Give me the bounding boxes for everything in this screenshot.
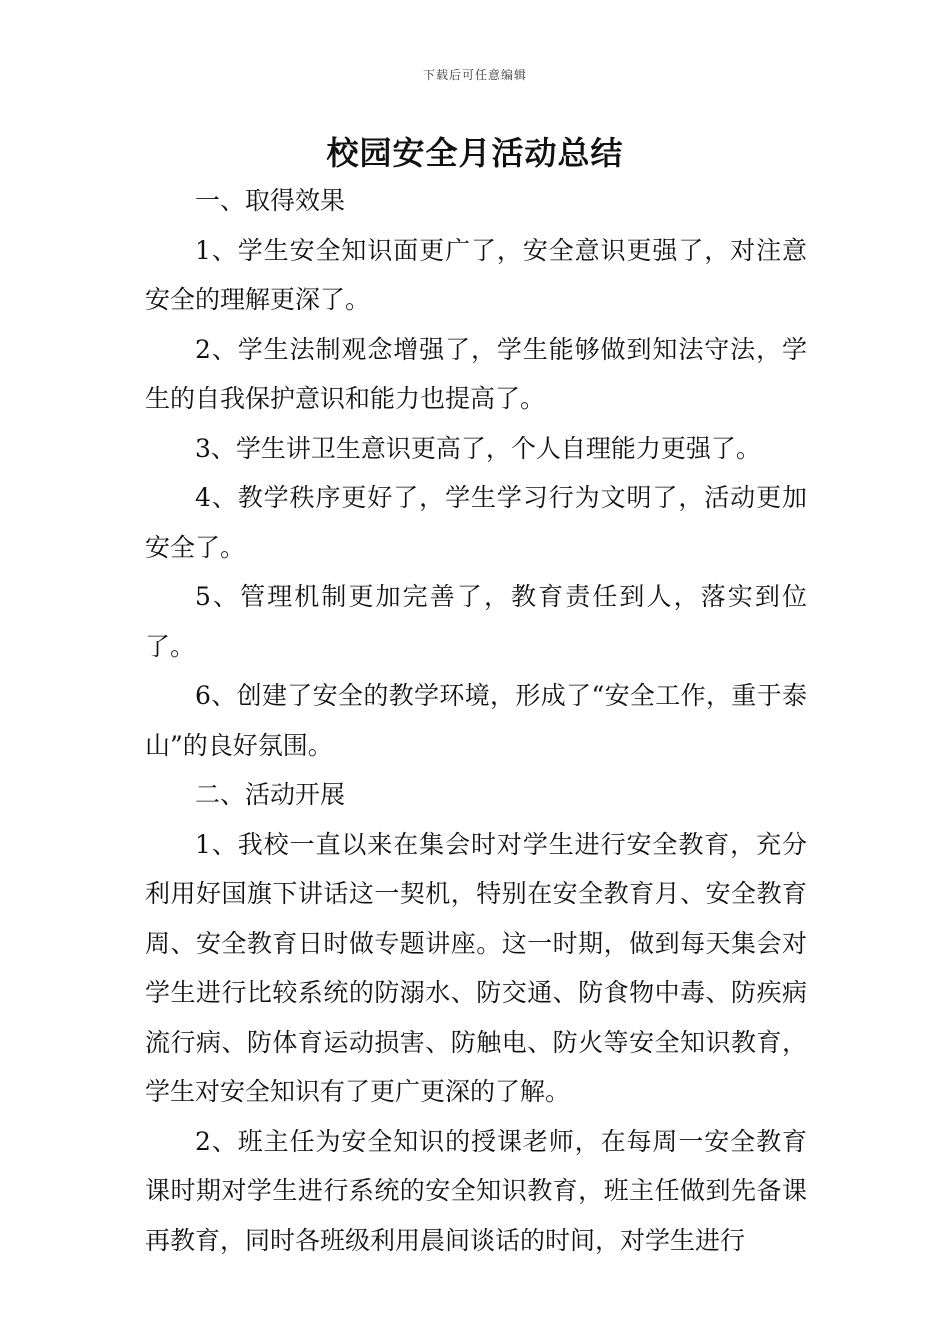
paragraph-result-6: 6、创建了安全的教学环境，形成了“安全工作，重于泰山”的良好氛围。 [145,681,807,760]
document-title: 校园安全月活动总结 [326,134,624,172]
paragraph-activity-2: 2、班主任为安全知识的授课老师，在每周一安全教育课时期对学生进行系统的安全知识教育，班主任做到先备课再教育，同时各班级利用晨间谈话的时间，对学生进行 [145,1126,807,1255]
paragraph-result-2: 2、学生法制观念增强了，学生能够做到知法守法，学生的自我保护意识和能力也提高了。 [145,334,807,413]
paragraph-activity-1: 1、我校一直以来在集会时对学生进行安全教育，充分利用好国旗下讲话这一契机，特别在安全教育月、安全教育周、安全教育日时做专题讲座。这一时期，做到每天集会对学生进行比较系统的防溺水、防交通、防食物中毒、防疾病流行病、防体育运动损害、防触电、防火等安全知识教育，学生对安全知识有了更广更深的了解。 [145,829,807,1106]
paragraph-result-5: 5、管理机制更加完善了，教育责任到人，落实到位了。 [145,582,807,661]
paragraph-result-4: 4、教学秩序更好了，学生学习行为文明了，活动更加安全了。 [145,483,807,562]
paragraph-result-3: 3、学生讲卫生意识更高了，个人自理能力更强了。 [195,433,761,463]
paragraph-result-1: 1、学生安全知识面更广了，安全意识更强了，对注意安全的理解更深了。 [145,235,807,314]
section-heading-results: 一、取得效果 [195,186,346,215]
section-heading-activities: 二、活动开展 [195,780,346,809]
document-body [145,176,807,1265]
header-note: 下载后可任意编辑 [422,68,527,82]
